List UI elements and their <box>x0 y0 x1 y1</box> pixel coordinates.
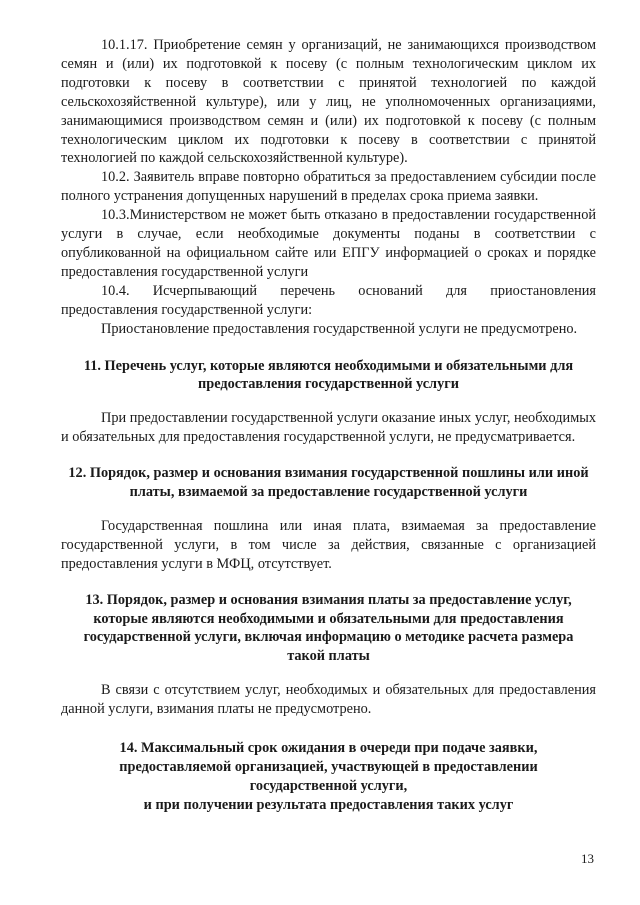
section-14-heading-line-2: предоставляемой организацией, участвующей в предоставлении <box>119 759 538 775</box>
section-11-body: При предоставлении государственной услуги оказание иных услуг, необходимых и обязательных для предоставления государственной услуги, не предусматривается. <box>61 410 596 446</box>
section-14-heading-line-1: 14. Максимальный срок ожидания в очереди при подаче заявки, <box>119 740 538 757</box>
section-14-heading-line-3: государственной услуги, <box>249 777 408 794</box>
document-page <box>61 36 596 815</box>
section-13-body: В связи с отсутствием услуг, необходимых и обязательных для предоставления данной услуги, взимания платы не предусмотрено. <box>61 682 596 718</box>
section-13-heading: 13. Порядок, размер и основания взимания платы за предоставление услуг, которые являются необходимыми и обязательными для предоставления государственной услуги, включая информацию о методике расчета размера такой платы <box>83 591 574 665</box>
section-12-heading: 12. Порядок, размер и основания взимания государственной пошлины или иной платы, взимаемой за предоставление государственной услуги <box>68 465 589 501</box>
page-number: 13 <box>581 851 594 866</box>
section-11-heading: 11. Перечень услуг, которые являются необходимыми и обязательными для предоставления государственной услуги <box>83 357 574 393</box>
paragraph-10-4: 10.4. Исчерпывающий перечень оснований для приостановления предоставления государственной услуги: <box>61 282 596 318</box>
paragraph-10-3: 10.3.Министерством не может быть отказано в предоставлении государственной услуги в случае, если необходимые документы поданы в соответствии с опубликованной на официальном сайте или ЕПГУ информацией о сроках и порядке предоставления государственной услуги <box>61 207 596 280</box>
section-12-body: Государственная пошлина или иная плата, взимаемая за предоставление государственной услуги, в том числе за действия, связанные с организацией предоставления услуги в МФЦ, отсутствует. <box>61 517 596 572</box>
paragraph-suspension: Приостановление предоставления государственной услуги не предусмотрено. <box>101 320 578 337</box>
paragraph-10-2: 10.2. Заявитель вправе повторно обратиться за предоставлением субсидии после полного устранения допущенных нарушений в пределах срока приема заявки. <box>61 169 596 205</box>
section-14-heading <box>61 739 596 815</box>
section-14-heading-line-4: и при получении результата предоставления таких услуг <box>143 796 514 813</box>
paragraph-10-1-17: 10.1.17. Приобретение семян у организаций, не занимающихся производством семян и (или) их подготовкой к посеву (с полным технологическим циклом их подготовки к посеву в соответствии с принятой технологией по каждой сельскохозяйственной культуре), или у лиц, не уполномоченных организациями, занимающимися производством семян и (или) их подготовкой к посеву (с полным технологическим циклом их подготовки к посеву в соответствии с принятой технологией по каждой сельскохозяйственной культуре). <box>61 37 596 167</box>
